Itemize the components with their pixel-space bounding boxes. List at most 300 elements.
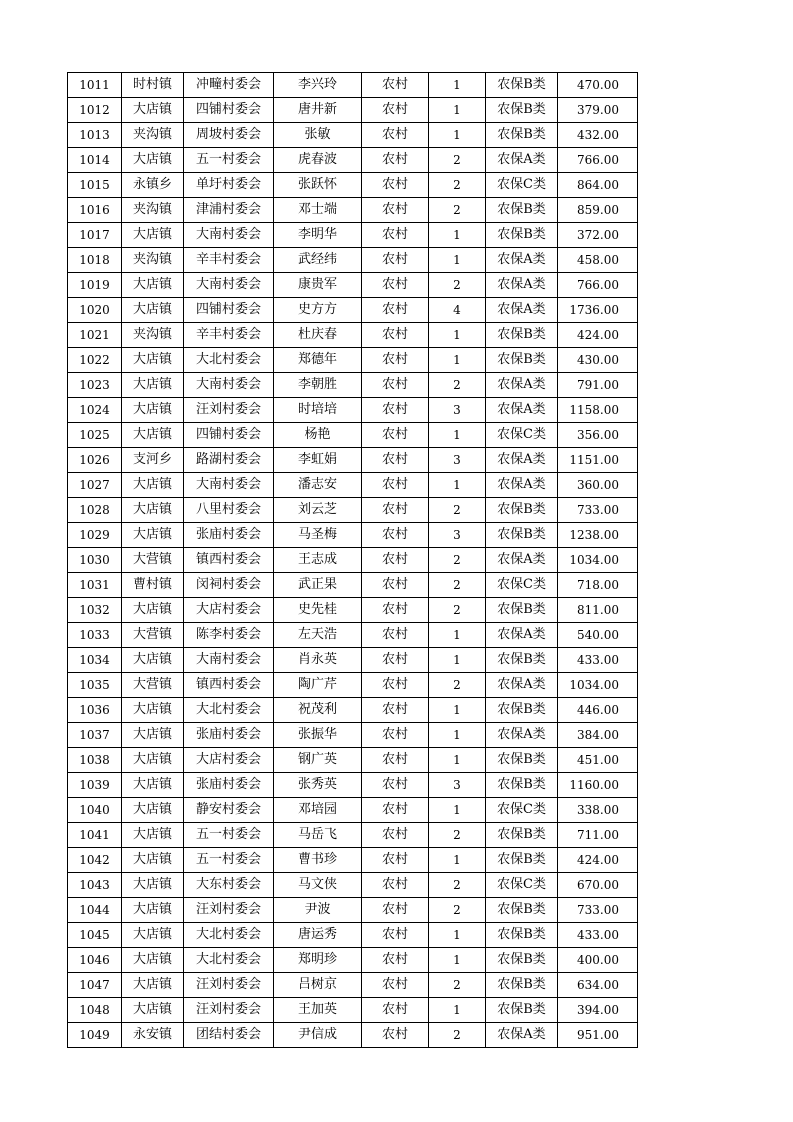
household-size-cell: 2 (429, 498, 486, 523)
household-size-cell: 2 (429, 598, 486, 623)
amount-cell: 424.00 (558, 323, 638, 348)
table-row (68, 498, 638, 523)
amount-cell: 394.00 (558, 998, 638, 1023)
insurance-category-cell: 农保A类 (486, 148, 558, 173)
row-number-cell: 1013 (68, 123, 122, 148)
household-size-cell: 1 (429, 473, 486, 498)
row-number-cell: 1019 (68, 273, 122, 298)
table-row (68, 423, 638, 448)
row-number-cell: 1038 (68, 748, 122, 773)
row-number-cell: 1037 (68, 723, 122, 748)
amount-cell: 1160.00 (558, 773, 638, 798)
village-committee-cell: 大南村委会 (184, 373, 274, 398)
area-type-cell: 农村 (362, 723, 429, 748)
area-type-cell: 农村 (362, 748, 429, 773)
township-cell: 大店镇 (122, 773, 184, 798)
village-committee-cell: 闵祠村委会 (184, 573, 274, 598)
household-size-cell: 2 (429, 573, 486, 598)
amount-cell: 1034.00 (558, 673, 638, 698)
household-size-cell: 3 (429, 523, 486, 548)
area-type-cell: 农村 (362, 548, 429, 573)
table-row (68, 723, 638, 748)
township-cell: 大店镇 (122, 373, 184, 398)
table-row (68, 248, 638, 273)
insurance-category-cell: 农保C类 (486, 573, 558, 598)
area-type-cell: 农村 (362, 798, 429, 823)
household-size-cell: 4 (429, 298, 486, 323)
township-cell: 大店镇 (122, 498, 184, 523)
table-row (68, 298, 638, 323)
township-cell: 大营镇 (122, 673, 184, 698)
amount-cell: 338.00 (558, 798, 638, 823)
table-row (68, 323, 638, 348)
township-cell: 大店镇 (122, 298, 184, 323)
person-name-cell: 时培培 (274, 398, 362, 423)
township-cell: 夹沟镇 (122, 323, 184, 348)
insurance-category-cell: 农保A类 (486, 473, 558, 498)
household-size-cell: 2 (429, 273, 486, 298)
amount-cell: 424.00 (558, 848, 638, 873)
person-name-cell: 陶广芹 (274, 673, 362, 698)
person-name-cell: 郑明珍 (274, 948, 362, 973)
household-size-cell: 1 (429, 923, 486, 948)
area-type-cell: 农村 (362, 348, 429, 373)
table-row (68, 798, 638, 823)
person-name-cell: 尹波 (274, 898, 362, 923)
row-number-cell: 1011 (68, 73, 122, 98)
table-row (68, 73, 638, 98)
area-type-cell: 农村 (362, 623, 429, 648)
amount-cell: 733.00 (558, 498, 638, 523)
row-number-cell: 1020 (68, 298, 122, 323)
household-size-cell: 2 (429, 1023, 486, 1048)
township-cell: 大店镇 (122, 523, 184, 548)
area-type-cell: 农村 (362, 898, 429, 923)
township-cell: 永镇乡 (122, 173, 184, 198)
area-type-cell: 农村 (362, 598, 429, 623)
area-type-cell: 农村 (362, 648, 429, 673)
insurance-category-cell: 农保C类 (486, 173, 558, 198)
amount-cell: 1158.00 (558, 398, 638, 423)
village-committee-cell: 大东村委会 (184, 873, 274, 898)
township-cell: 大店镇 (122, 723, 184, 748)
area-type-cell: 农村 (362, 998, 429, 1023)
area-type-cell: 农村 (362, 73, 429, 98)
row-number-cell: 1032 (68, 598, 122, 623)
area-type-cell: 农村 (362, 473, 429, 498)
row-number-cell: 1026 (68, 448, 122, 473)
household-size-cell: 2 (429, 873, 486, 898)
row-number-cell: 1018 (68, 248, 122, 273)
person-name-cell: 史方方 (274, 298, 362, 323)
village-committee-cell: 大北村委会 (184, 923, 274, 948)
insurance-category-cell: 农保B类 (486, 98, 558, 123)
insurance-category-cell: 农保C类 (486, 423, 558, 448)
township-cell: 大店镇 (122, 948, 184, 973)
village-committee-cell: 大北村委会 (184, 948, 274, 973)
township-cell: 夹沟镇 (122, 123, 184, 148)
table-row (68, 448, 638, 473)
insurance-category-cell: 农保A类 (486, 548, 558, 573)
household-size-cell: 1 (429, 698, 486, 723)
amount-cell: 540.00 (558, 623, 638, 648)
township-cell: 大店镇 (122, 473, 184, 498)
household-size-cell: 2 (429, 548, 486, 573)
village-committee-cell: 大北村委会 (184, 698, 274, 723)
person-name-cell: 杜庆春 (274, 323, 362, 348)
table-row (68, 748, 638, 773)
township-cell: 大店镇 (122, 698, 184, 723)
records-table-body (68, 73, 638, 1048)
amount-cell: 1151.00 (558, 448, 638, 473)
row-number-cell: 1035 (68, 673, 122, 698)
amount-cell: 451.00 (558, 748, 638, 773)
person-name-cell: 李兴玲 (274, 73, 362, 98)
table-row (68, 548, 638, 573)
township-cell: 大店镇 (122, 848, 184, 873)
insurance-category-cell: 农保A类 (486, 723, 558, 748)
area-type-cell: 农村 (362, 148, 429, 173)
amount-cell: 470.00 (558, 73, 638, 98)
person-name-cell: 张跃怀 (274, 173, 362, 198)
person-name-cell: 王志成 (274, 548, 362, 573)
row-number-cell: 1030 (68, 548, 122, 573)
person-name-cell: 康贵军 (274, 273, 362, 298)
table-row (68, 673, 638, 698)
insurance-category-cell: 农保A类 (486, 1023, 558, 1048)
row-number-cell: 1046 (68, 948, 122, 973)
table-row (68, 198, 638, 223)
insurance-category-cell: 农保B类 (486, 648, 558, 673)
table-row (68, 123, 638, 148)
table-row (68, 523, 638, 548)
person-name-cell: 张振华 (274, 723, 362, 748)
township-cell: 大店镇 (122, 898, 184, 923)
village-committee-cell: 陈李村委会 (184, 623, 274, 648)
person-name-cell: 史先桂 (274, 598, 362, 623)
area-type-cell: 农村 (362, 923, 429, 948)
row-number-cell: 1045 (68, 923, 122, 948)
row-number-cell: 1027 (68, 473, 122, 498)
amount-cell: 356.00 (558, 423, 638, 448)
area-type-cell: 农村 (362, 98, 429, 123)
village-committee-cell: 镇西村委会 (184, 673, 274, 698)
person-name-cell: 马圣梅 (274, 523, 362, 548)
table-row (68, 148, 638, 173)
amount-cell: 864.00 (558, 173, 638, 198)
insurance-category-cell: 农保B类 (486, 998, 558, 1023)
table-row (68, 773, 638, 798)
table-row (68, 598, 638, 623)
amount-cell: 711.00 (558, 823, 638, 848)
table-row (68, 373, 638, 398)
household-size-cell: 3 (429, 448, 486, 473)
area-type-cell: 农村 (362, 1023, 429, 1048)
township-cell: 大店镇 (122, 273, 184, 298)
area-type-cell: 农村 (362, 123, 429, 148)
row-number-cell: 1047 (68, 973, 122, 998)
records-table (67, 72, 638, 1048)
insurance-category-cell: 农保B类 (486, 498, 558, 523)
person-name-cell: 吕树京 (274, 973, 362, 998)
amount-cell: 446.00 (558, 698, 638, 723)
village-committee-cell: 辛丰村委会 (184, 248, 274, 273)
village-committee-cell: 静安村委会 (184, 798, 274, 823)
area-type-cell: 农村 (362, 198, 429, 223)
area-type-cell: 农村 (362, 298, 429, 323)
insurance-category-cell: 农保B类 (486, 823, 558, 848)
household-size-cell: 1 (429, 123, 486, 148)
row-number-cell: 1014 (68, 148, 122, 173)
insurance-category-cell: 农保B类 (486, 598, 558, 623)
insurance-category-cell: 农保C类 (486, 873, 558, 898)
household-size-cell: 2 (429, 973, 486, 998)
area-type-cell: 农村 (362, 398, 429, 423)
household-size-cell: 1 (429, 848, 486, 873)
area-type-cell: 农村 (362, 948, 429, 973)
household-size-cell: 2 (429, 898, 486, 923)
village-committee-cell: 大南村委会 (184, 648, 274, 673)
insurance-category-cell: 农保B类 (486, 923, 558, 948)
area-type-cell: 农村 (362, 323, 429, 348)
insurance-category-cell: 农保B类 (486, 348, 558, 373)
household-size-cell: 2 (429, 373, 486, 398)
township-cell: 大营镇 (122, 623, 184, 648)
table-row (68, 848, 638, 873)
township-cell: 夹沟镇 (122, 198, 184, 223)
insurance-category-cell: 农保A类 (486, 623, 558, 648)
township-cell: 支河乡 (122, 448, 184, 473)
amount-cell: 433.00 (558, 923, 638, 948)
amount-cell: 430.00 (558, 348, 638, 373)
household-size-cell: 1 (429, 223, 486, 248)
area-type-cell: 农村 (362, 223, 429, 248)
area-type-cell: 农村 (362, 248, 429, 273)
amount-cell: 433.00 (558, 648, 638, 673)
household-size-cell: 1 (429, 348, 486, 373)
household-size-cell: 1 (429, 948, 486, 973)
row-number-cell: 1036 (68, 698, 122, 723)
amount-cell: 1736.00 (558, 298, 638, 323)
amount-cell: 1034.00 (558, 548, 638, 573)
township-cell: 大营镇 (122, 548, 184, 573)
area-type-cell: 农村 (362, 498, 429, 523)
insurance-category-cell: 农保A类 (486, 448, 558, 473)
village-committee-cell: 大南村委会 (184, 473, 274, 498)
row-number-cell: 1029 (68, 523, 122, 548)
village-committee-cell: 汪刘村委会 (184, 898, 274, 923)
row-number-cell: 1040 (68, 798, 122, 823)
insurance-category-cell: 农保B类 (486, 898, 558, 923)
table-row (68, 223, 638, 248)
insurance-category-cell: 农保B类 (486, 323, 558, 348)
amount-cell: 634.00 (558, 973, 638, 998)
amount-cell: 733.00 (558, 898, 638, 923)
person-name-cell: 郑德年 (274, 348, 362, 373)
amount-cell: 951.00 (558, 1023, 638, 1048)
village-committee-cell: 汪刘村委会 (184, 998, 274, 1023)
township-cell: 大店镇 (122, 423, 184, 448)
insurance-category-cell: 农保B类 (486, 698, 558, 723)
village-committee-cell: 大店村委会 (184, 748, 274, 773)
insurance-category-cell: 农保A类 (486, 673, 558, 698)
village-committee-cell: 八里村委会 (184, 498, 274, 523)
row-number-cell: 1012 (68, 98, 122, 123)
row-number-cell: 1024 (68, 398, 122, 423)
table-row (68, 398, 638, 423)
insurance-category-cell: 农保A类 (486, 373, 558, 398)
person-name-cell: 曹书珍 (274, 848, 362, 873)
person-name-cell: 王加英 (274, 998, 362, 1023)
table-row (68, 898, 638, 923)
insurance-category-cell: 农保B类 (486, 198, 558, 223)
household-size-cell: 1 (429, 248, 486, 273)
area-type-cell: 农村 (362, 173, 429, 198)
amount-cell: 379.00 (558, 98, 638, 123)
amount-cell: 811.00 (558, 598, 638, 623)
insurance-category-cell: 农保B类 (486, 523, 558, 548)
amount-cell: 458.00 (558, 248, 638, 273)
amount-cell: 360.00 (558, 473, 638, 498)
table-row (68, 473, 638, 498)
village-committee-cell: 大北村委会 (184, 348, 274, 373)
township-cell: 时村镇 (122, 73, 184, 98)
household-size-cell: 1 (429, 648, 486, 673)
person-name-cell: 刘云芝 (274, 498, 362, 523)
row-number-cell: 1033 (68, 623, 122, 648)
village-committee-cell: 大店村委会 (184, 598, 274, 623)
table-row (68, 273, 638, 298)
village-committee-cell: 四铺村委会 (184, 98, 274, 123)
amount-cell: 766.00 (558, 148, 638, 173)
household-size-cell: 2 (429, 148, 486, 173)
area-type-cell: 农村 (362, 373, 429, 398)
township-cell: 夹沟镇 (122, 248, 184, 273)
insurance-category-cell: 农保B类 (486, 748, 558, 773)
village-committee-cell: 周坡村委会 (184, 123, 274, 148)
household-size-cell: 1 (429, 98, 486, 123)
table-row (68, 623, 638, 648)
village-committee-cell: 冲疃村委会 (184, 73, 274, 98)
table-row (68, 173, 638, 198)
township-cell: 大店镇 (122, 748, 184, 773)
area-type-cell: 农村 (362, 423, 429, 448)
area-type-cell: 农村 (362, 698, 429, 723)
township-cell: 大店镇 (122, 798, 184, 823)
person-name-cell: 邓士端 (274, 198, 362, 223)
row-number-cell: 1048 (68, 998, 122, 1023)
row-number-cell: 1039 (68, 773, 122, 798)
person-name-cell: 尹信成 (274, 1023, 362, 1048)
household-size-cell: 2 (429, 173, 486, 198)
row-number-cell: 1049 (68, 1023, 122, 1048)
row-number-cell: 1031 (68, 573, 122, 598)
village-committee-cell: 五一村委会 (184, 848, 274, 873)
area-type-cell: 农村 (362, 773, 429, 798)
household-size-cell: 1 (429, 73, 486, 98)
area-type-cell: 农村 (362, 848, 429, 873)
village-committee-cell: 路湖村委会 (184, 448, 274, 473)
household-size-cell: 3 (429, 773, 486, 798)
person-name-cell: 邓培园 (274, 798, 362, 823)
person-name-cell: 杨艳 (274, 423, 362, 448)
household-size-cell: 1 (429, 623, 486, 648)
person-name-cell: 武经纬 (274, 248, 362, 273)
insurance-category-cell: 农保B类 (486, 948, 558, 973)
household-size-cell: 3 (429, 398, 486, 423)
household-size-cell: 1 (429, 798, 486, 823)
person-name-cell: 肖永英 (274, 648, 362, 673)
village-committee-cell: 大南村委会 (184, 273, 274, 298)
person-name-cell: 武正果 (274, 573, 362, 598)
person-name-cell: 李朝胜 (274, 373, 362, 398)
village-committee-cell: 辛丰村委会 (184, 323, 274, 348)
amount-cell: 1238.00 (558, 523, 638, 548)
household-size-cell: 1 (429, 723, 486, 748)
person-name-cell: 马文侠 (274, 873, 362, 898)
row-number-cell: 1016 (68, 198, 122, 223)
village-committee-cell: 单圩村委会 (184, 173, 274, 198)
insurance-category-cell: 农保B类 (486, 773, 558, 798)
area-type-cell: 农村 (362, 448, 429, 473)
area-type-cell: 农村 (362, 823, 429, 848)
household-size-cell: 2 (429, 198, 486, 223)
household-size-cell: 1 (429, 748, 486, 773)
person-name-cell: 李虹娟 (274, 448, 362, 473)
table-row (68, 923, 638, 948)
township-cell: 大店镇 (122, 998, 184, 1023)
household-size-cell: 2 (429, 673, 486, 698)
amount-cell: 766.00 (558, 273, 638, 298)
row-number-cell: 1043 (68, 873, 122, 898)
insurance-category-cell: 农保B类 (486, 848, 558, 873)
township-cell: 大店镇 (122, 148, 184, 173)
village-committee-cell: 四铺村委会 (184, 423, 274, 448)
insurance-category-cell: 农保C类 (486, 798, 558, 823)
township-cell: 大店镇 (122, 598, 184, 623)
village-committee-cell: 五一村委会 (184, 823, 274, 848)
row-number-cell: 1021 (68, 323, 122, 348)
table-row (68, 573, 638, 598)
amount-cell: 400.00 (558, 948, 638, 973)
area-type-cell: 农村 (362, 673, 429, 698)
table-row (68, 973, 638, 998)
person-name-cell: 钢广英 (274, 748, 362, 773)
row-number-cell: 1042 (68, 848, 122, 873)
insurance-category-cell: 农保B类 (486, 973, 558, 998)
amount-cell: 791.00 (558, 373, 638, 398)
township-cell: 大店镇 (122, 873, 184, 898)
village-committee-cell: 团结村委会 (184, 1023, 274, 1048)
row-number-cell: 1034 (68, 648, 122, 673)
amount-cell: 670.00 (558, 873, 638, 898)
person-name-cell: 祝茂利 (274, 698, 362, 723)
township-cell: 大店镇 (122, 648, 184, 673)
amount-cell: 718.00 (558, 573, 638, 598)
village-committee-cell: 张庙村委会 (184, 723, 274, 748)
insurance-category-cell: 农保B类 (486, 73, 558, 98)
table-row (68, 998, 638, 1023)
table-row (68, 948, 638, 973)
person-name-cell: 张秀英 (274, 773, 362, 798)
township-cell: 曹村镇 (122, 573, 184, 598)
township-cell: 大店镇 (122, 823, 184, 848)
insurance-category-cell: 农保A类 (486, 298, 558, 323)
person-name-cell: 虎春波 (274, 148, 362, 173)
person-name-cell: 左天浩 (274, 623, 362, 648)
household-size-cell: 2 (429, 823, 486, 848)
row-number-cell: 1022 (68, 348, 122, 373)
